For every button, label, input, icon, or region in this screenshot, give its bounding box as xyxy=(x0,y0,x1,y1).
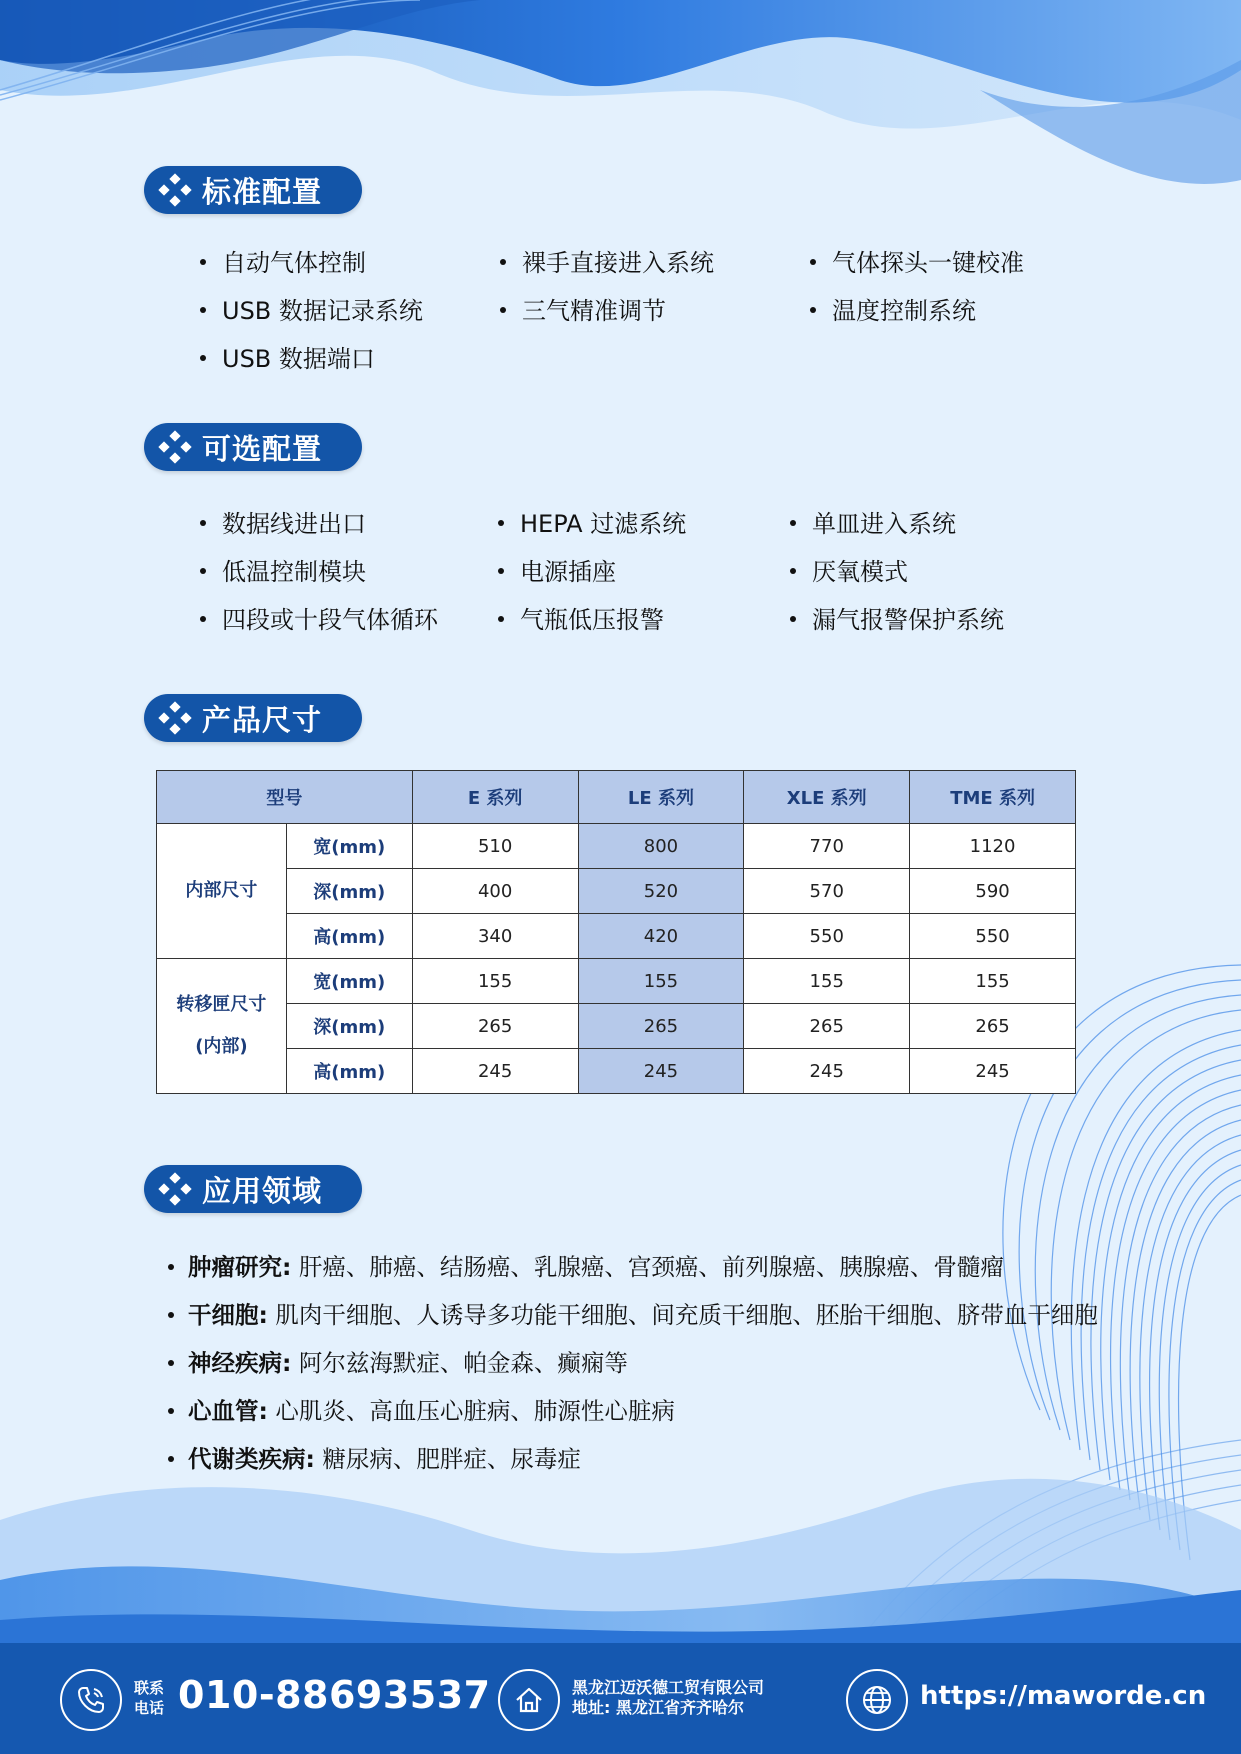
table-cell: 550 xyxy=(910,914,1076,959)
table-cell: 245 xyxy=(412,1049,578,1094)
section-title-standard xyxy=(144,166,362,214)
section-title-text: 可选配置 xyxy=(202,431,323,466)
table-cell: 1120 xyxy=(910,824,1076,869)
list-item: 自动气体控制 xyxy=(200,249,500,278)
website-link[interactable]: https://maworde.cn xyxy=(920,1681,1207,1711)
phone-icon xyxy=(60,1669,122,1731)
list-item: 三气精准调节 xyxy=(500,297,810,326)
table-row xyxy=(157,959,1076,1004)
table-cell: 265 xyxy=(744,1004,910,1049)
table-cell: 265 xyxy=(910,1004,1076,1049)
diamond-icon xyxy=(158,173,192,207)
table-cell: 550 xyxy=(744,914,910,959)
list-item: USB 数据端口 xyxy=(200,345,500,374)
list-item: 气体探头一键校准 xyxy=(810,249,1100,278)
list-item: 单皿进入系统 xyxy=(790,510,1100,539)
diamond-icon xyxy=(158,1172,192,1206)
list-item: 厌氧模式 xyxy=(790,558,1100,587)
table-cell: 420 xyxy=(578,914,744,959)
list-item: 裸手直接进入系统 xyxy=(500,249,810,278)
section-title-text: 应用领域 xyxy=(202,1173,323,1208)
list-item: 代谢类疾病: 糖尿病、肥胖症、尿毒症 xyxy=(168,1445,1218,1493)
section-title-optional xyxy=(144,423,362,471)
list-item: 心血管: 心肌炎、高血压心脏病、肺源性心脏病 xyxy=(168,1397,1218,1445)
table-cell: 245 xyxy=(910,1049,1076,1094)
list-item: 温度控制系统 xyxy=(810,297,1100,326)
globe-icon xyxy=(846,1669,908,1731)
table-cell: 510 xyxy=(412,824,578,869)
table-cell: 520 xyxy=(578,869,744,914)
table-cell: 265 xyxy=(412,1004,578,1049)
list-item: 四段或十段气体循环 xyxy=(200,606,498,635)
dim-label: 深(mm) xyxy=(286,1004,412,1049)
diamond-icon xyxy=(158,701,192,735)
dim-label: 高(mm) xyxy=(286,914,412,959)
home-icon xyxy=(498,1669,560,1731)
header-le-series: LE 系列 xyxy=(578,771,744,824)
list-item: 肿瘤研究: 肝癌、肺癌、结肠癌、乳腺癌、宫颈癌、前列腺癌、胰腺癌、骨髓瘤 xyxy=(168,1253,1218,1301)
header-tme-series: TME 系列 xyxy=(910,771,1076,824)
list-item: 数据线进出口 xyxy=(200,510,498,539)
dim-label: 宽(mm) xyxy=(286,959,412,1004)
table-cell: 570 xyxy=(744,869,910,914)
table-cell: 590 xyxy=(910,869,1076,914)
list-item: 干细胞: 肌肉干细胞、人诱导多功能干细胞、间充质干细胞、胚胎干细胞、脐带血干细胞 xyxy=(168,1301,1218,1349)
list-item: 神经疾病: 阿尔兹海默症、帕金森、癫痫等 xyxy=(168,1349,1218,1397)
table-cell: 800 xyxy=(578,824,744,869)
table-row xyxy=(157,1004,1076,1049)
list-item: 气瓶低压报警 xyxy=(498,606,790,635)
table-row xyxy=(157,914,1076,959)
dimensions-table xyxy=(156,770,1076,1094)
company-info: 黑龙江迈沃德工贸有限公司 地址: 黑龙江省齐齐哈尔 xyxy=(572,1678,765,1717)
header-xle-series: XLE 系列 xyxy=(744,771,910,824)
table-row xyxy=(157,869,1076,914)
dim-label: 宽(mm) xyxy=(286,824,412,869)
section-title-applications xyxy=(144,1165,362,1213)
group-label-internal: 内部尺寸 xyxy=(157,824,287,959)
applications-list xyxy=(168,1253,1218,1493)
table-header-row xyxy=(157,771,1076,824)
table-cell: 340 xyxy=(412,914,578,959)
table-cell: 155 xyxy=(412,959,578,1004)
footer xyxy=(0,1643,1241,1754)
group-label-transfer: 转移匣尺寸 (内部) xyxy=(157,959,287,1094)
table-cell: 245 xyxy=(578,1049,744,1094)
optional-config-list xyxy=(200,510,1100,635)
list-item: HEPA 过滤系统 xyxy=(498,510,790,539)
section-title-text: 标准配置 xyxy=(202,174,323,209)
standard-config-list xyxy=(200,249,1100,374)
contact-label: 联系 电话 xyxy=(134,1679,165,1717)
section-title-dimensions xyxy=(144,694,362,742)
table-cell: 155 xyxy=(744,959,910,1004)
header-model: 型号 xyxy=(157,771,413,824)
table-cell: 770 xyxy=(744,824,910,869)
table-cell: 245 xyxy=(744,1049,910,1094)
list-item: 电源插座 xyxy=(498,558,790,587)
list-item: USB 数据记录系统 xyxy=(200,297,500,326)
list-item: 漏气报警保护系统 xyxy=(790,606,1100,635)
list-item: 低温控制模块 xyxy=(200,558,498,587)
table-row xyxy=(157,824,1076,869)
dim-label: 高(mm) xyxy=(286,1049,412,1094)
phone-number: 010-88693537 xyxy=(178,1673,491,1717)
table-cell: 155 xyxy=(910,959,1076,1004)
table-cell: 400 xyxy=(412,869,578,914)
table-cell: 155 xyxy=(578,959,744,1004)
table-cell: 265 xyxy=(578,1004,744,1049)
diamond-icon xyxy=(158,430,192,464)
section-title-text: 产品尺寸 xyxy=(202,702,323,737)
dim-label: 深(mm) xyxy=(286,869,412,914)
table-row xyxy=(157,1049,1076,1094)
header-e-series: E 系列 xyxy=(412,771,578,824)
